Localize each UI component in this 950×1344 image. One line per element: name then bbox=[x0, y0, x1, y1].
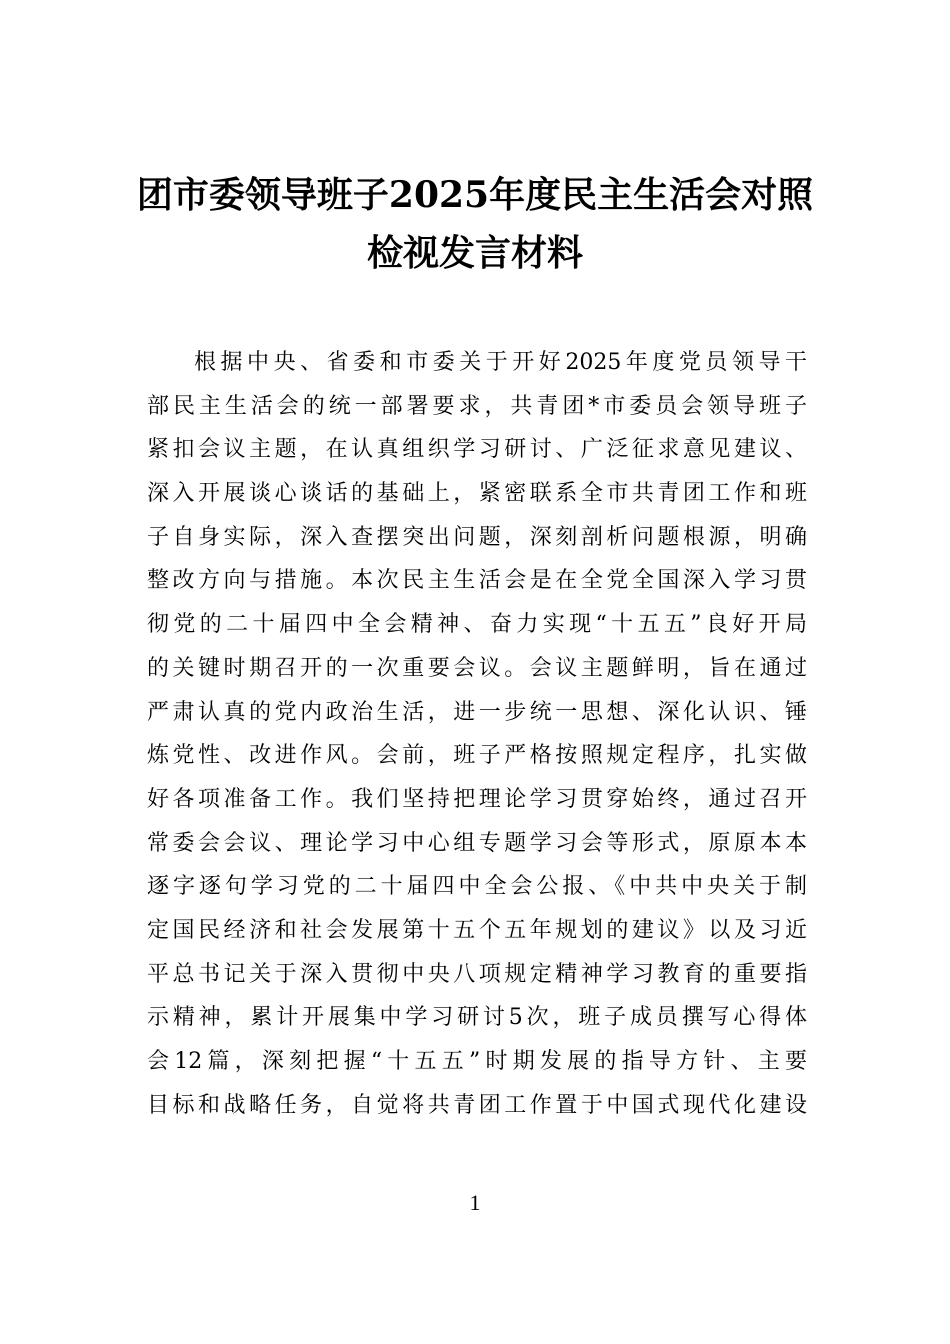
paragraph-line: 逐字逐句学习党的二十届四中全会公报、《中共中央关于制 bbox=[147, 874, 807, 900]
paragraph-line: 子自身实际，深入查摆突出问题，深刻剖析问题根源，明确 bbox=[147, 524, 807, 550]
paragraph-line: 示精神，累计开展集中学习研讨5次，班子成员撰写心得体 bbox=[147, 1005, 807, 1031]
body-paragraph bbox=[147, 341, 807, 1127]
paragraph-line: 部民主生活会的统一部署要求，共青团*市委员会领导班子 bbox=[147, 393, 807, 419]
paragraph-line: 目标和战略任务，自觉将共青团工作置于中国式现代化建设 bbox=[147, 1092, 807, 1118]
paragraph-line: 紧扣会议主题，在认真组织学习研讨、广泛征求意见建议、 bbox=[147, 437, 807, 463]
document-title bbox=[100, 166, 850, 282]
paragraph-line: 的关键时期召开的一次重要会议。会议主题鲜明，旨在通过 bbox=[147, 655, 807, 681]
paragraph-line: 深入开展谈心谈话的基础上，紧密联系全市共青团工作和班 bbox=[147, 481, 807, 507]
paragraph-line: 平总书记关于深入贯彻中央八项规定精神学习教育的重要指 bbox=[147, 961, 807, 987]
paragraph-line: 根据中央、省委和市委关于开好2025年度党员领导干 bbox=[194, 350, 807, 375]
paragraph-line: 常委会会议、理论学习中心组专题学习会等形式，原原本本 bbox=[147, 830, 807, 856]
title-line: 检视发言材料 bbox=[366, 232, 583, 274]
paragraph-line: 会12篇，深刻把握“十五五”时期发展的指导方针、主要 bbox=[147, 1049, 807, 1074]
title-line: 团市委领导班子2025年度民主生活会对照 bbox=[136, 174, 814, 216]
paragraph-line: 彻党的二十届四中全会精神、奋力实现“十五五”良好开局 bbox=[147, 612, 807, 638]
paragraph-line: 好各项准备工作。我们坚持把理论学习贯穿始终，通过召开 bbox=[147, 786, 807, 812]
paragraph-line: 定国民经济和社会发展第十五个五年规划的建议》以及习近 bbox=[147, 917, 807, 943]
paragraph-line: 整改方向与措施。本次民主生活会是在全党全国深入学习贯 bbox=[147, 568, 807, 594]
page-number: 1 bbox=[469, 1190, 481, 1215]
paragraph-line: 炼党性、改进作风。会前，班子严格按照规定程序，扎实做 bbox=[147, 743, 807, 769]
paragraph-line: 严肃认真的党内政治生活，进一步统一思想、深化认识、锤 bbox=[147, 699, 807, 725]
